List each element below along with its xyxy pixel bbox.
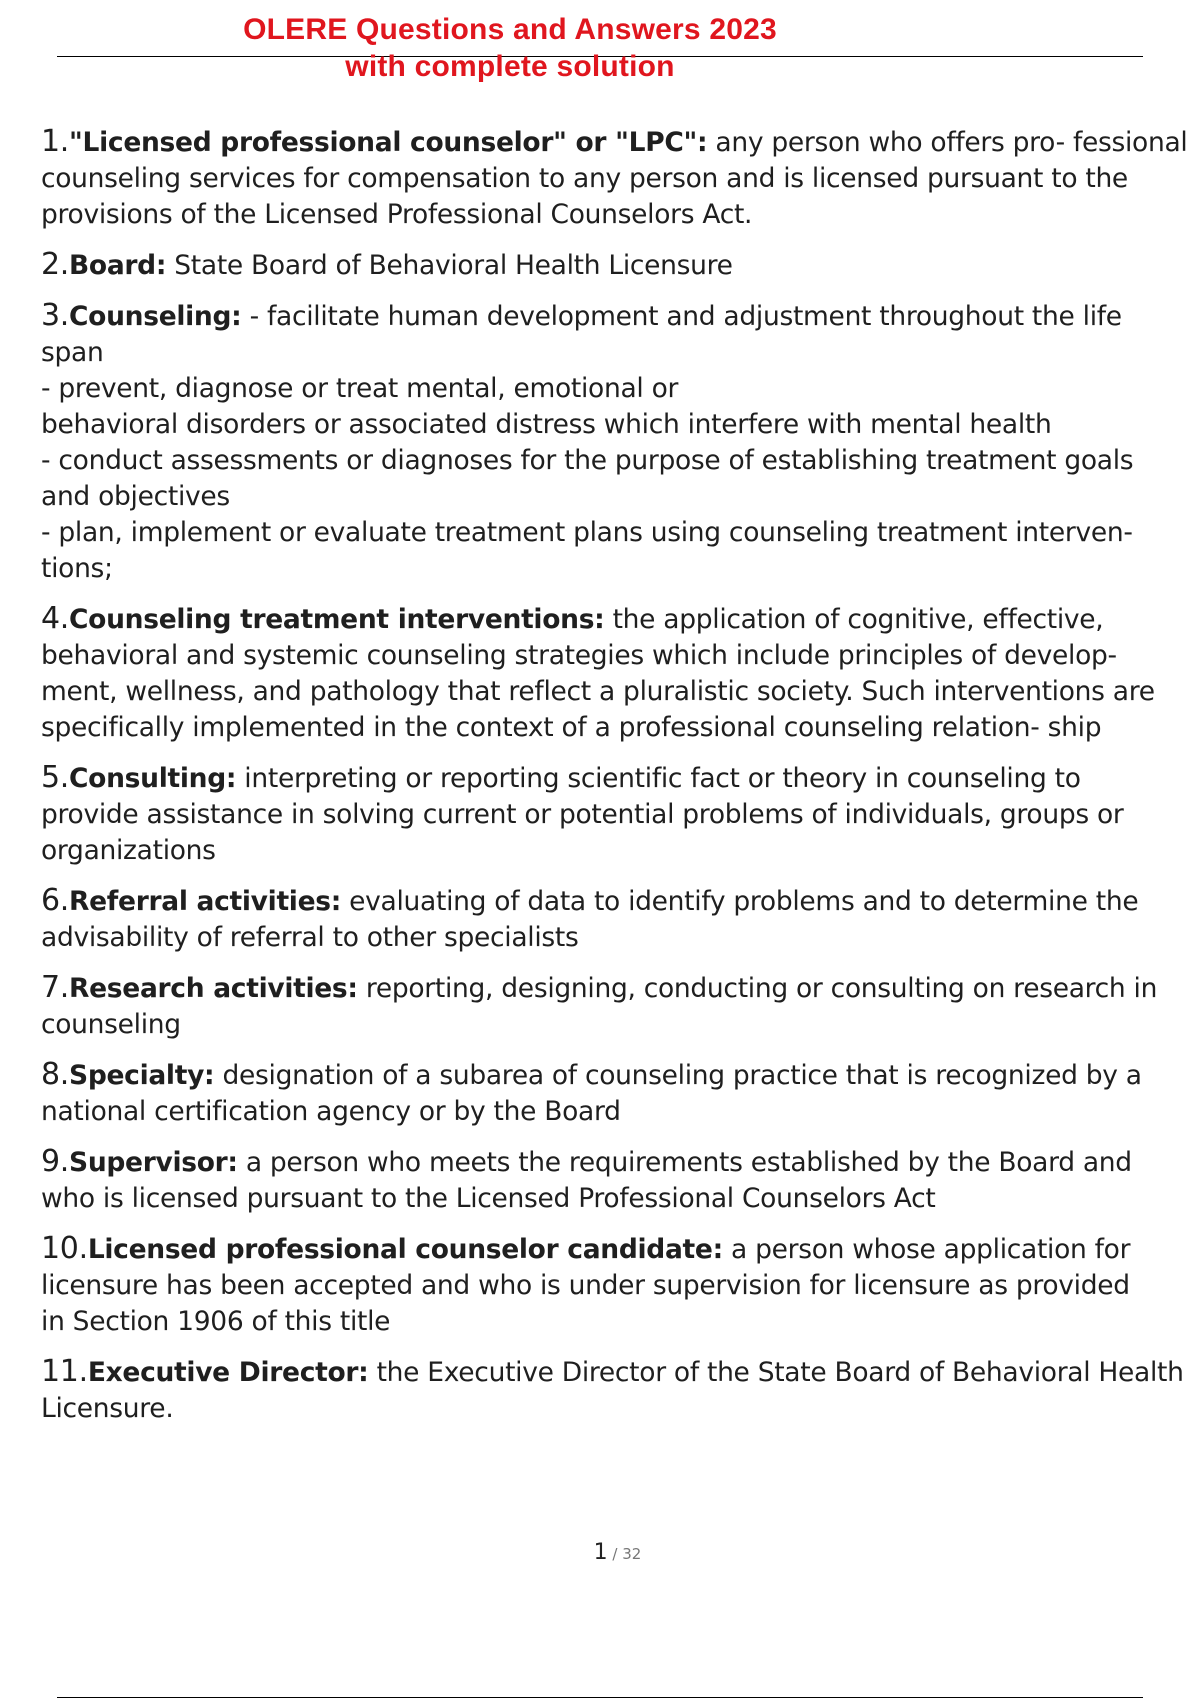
qa-line — [41, 1057, 1191, 1094]
item-term: Research activities: — [69, 973, 358, 1004]
item-definition: - facilitate human development and adjustment throughout the life span — [41, 301, 1122, 368]
item-term: Specialty: — [69, 1060, 215, 1091]
item-number: 11. — [41, 1354, 88, 1389]
document-title: OLERE Questions and Answers 2023 — [243, 13, 777, 46]
qa-item — [41, 970, 1191, 1043]
qa-list — [41, 124, 1191, 1441]
item-number: 6. — [41, 883, 70, 918]
item-number: 4. — [41, 601, 70, 636]
item-term: Board: — [69, 250, 167, 281]
item-definition-line: who is licensed pursuant to the Licensed Professional Counselors Act — [41, 1183, 936, 1214]
item-number: 5. — [41, 760, 70, 795]
qa-item — [41, 298, 1191, 587]
item-definition: a person who meets the requirements established by the Board and — [237, 1147, 1132, 1178]
item-term: "Licensed professional counselor" or "LPC": — [69, 127, 708, 158]
page-number — [0, 1540, 1200, 1565]
qa-line — [41, 247, 1191, 284]
item-number: 8. — [41, 1057, 70, 1092]
item-definition-line: national certification agency or by the Board — [41, 1096, 621, 1127]
item-definition-line: and objectives — [41, 481, 230, 512]
item-definition-line: ment, wellness, and pathology that reflect a pluralistic society. Such interventions are — [41, 676, 1155, 707]
item-term: Counseling: — [69, 301, 242, 332]
qa-line — [41, 1231, 1191, 1268]
item-definition-line: behavioral disorders or associated distress which interfere with mental health — [41, 409, 1052, 440]
qa-item — [41, 247, 1191, 284]
qa-item — [41, 883, 1191, 956]
item-definition: the application of cognitive, effective, — [604, 604, 1104, 635]
item-definition-line: advisability of referral to other specialists — [41, 922, 579, 953]
item-definition: interpreting or reporting scientific fact or theory in counseling to — [236, 763, 1081, 794]
item-number: 3. — [41, 298, 70, 333]
item-definition: designation of a subarea of counseling practice that is recognized by a — [214, 1060, 1142, 1091]
item-definition-line: counseling services for compensation to any person and is licensed pursuant to the — [41, 163, 1128, 194]
item-definition-line: licensure has been accepted and who is under supervision for licensure as provided — [41, 1270, 1130, 1301]
item-definition-line: provisions of the Licensed Professional Counselors Act. — [41, 199, 753, 230]
item-definition-line: in Section 1906 of this title — [41, 1306, 391, 1337]
item-definition-line: organizations — [41, 835, 216, 866]
item-definition-line: Licensure. — [41, 1393, 174, 1424]
item-term: Executive Director: — [87, 1357, 369, 1388]
qa-line — [41, 760, 1191, 797]
item-number: 1. — [41, 124, 70, 159]
qa-line — [41, 298, 1191, 371]
qa-line — [41, 124, 1191, 161]
item-term: Counseling treatment interventions: — [69, 604, 605, 635]
item-definition-line: tions; — [41, 553, 113, 584]
page-current: 1 — [593, 1540, 608, 1565]
item-definition: State Board of Behavioral Health Licensure — [166, 250, 733, 281]
item-term: Supervisor: — [69, 1147, 238, 1178]
page-header — [0, 0, 1200, 95]
item-definition-line: provide assistance in solving current or potential problems of individuals, groups or — [41, 799, 1124, 830]
item-definition-line: counseling — [41, 1009, 181, 1040]
document-subtitle: with complete solution — [345, 50, 675, 83]
qa-item — [41, 1144, 1191, 1217]
item-term: Licensed professional counselor candidate: — [87, 1234, 723, 1265]
qa-item — [41, 124, 1191, 233]
qa-item — [41, 1057, 1191, 1130]
item-term: Referral activities: — [69, 886, 342, 917]
item-number: 2. — [41, 247, 70, 282]
footer-rule — [57, 1697, 1143, 1698]
qa-item — [41, 760, 1191, 869]
qa-item — [41, 1354, 1191, 1427]
item-definition-line: - conduct assessments or diagnoses for the purpose of establishing treatment goals — [41, 445, 1134, 476]
item-definition: any person who offers pro- fessional — [707, 127, 1188, 158]
item-definition-line: - prevent, diagnose or treat mental, emotional or — [41, 373, 679, 404]
item-definition: a person whose application for — [722, 1234, 1131, 1265]
item-number: 9. — [41, 1144, 70, 1179]
qa-line — [41, 1354, 1191, 1391]
qa-line — [41, 883, 1191, 920]
item-definition: evaluating of data to identify problems and to determine the — [341, 886, 1139, 917]
item-term: Consulting: — [69, 763, 237, 794]
qa-line — [41, 970, 1191, 1007]
page-total: 32 — [622, 1545, 642, 1563]
item-number: 7. — [41, 970, 70, 1005]
qa-item — [41, 1231, 1191, 1340]
item-definition-line: behavioral and systemic counseling strategies which include principles of develop- — [41, 640, 1117, 671]
qa-line — [41, 1144, 1191, 1181]
qa-item — [41, 601, 1191, 746]
item-definition-line: - plan, implement or evaluate treatment plans using counseling treatment interven- — [41, 517, 1133, 548]
item-definition-line: specifically implemented in the context of a professional counseling relation- ship — [41, 712, 1102, 743]
qa-line — [41, 601, 1191, 638]
page-separator: / — [607, 1545, 623, 1563]
item-definition: the Executive Director of the State Board of Behavioral Health — [368, 1357, 1184, 1388]
item-definition: reporting, designing, conducting or consulting on research in — [357, 973, 1158, 1004]
item-number: 10. — [41, 1231, 88, 1266]
